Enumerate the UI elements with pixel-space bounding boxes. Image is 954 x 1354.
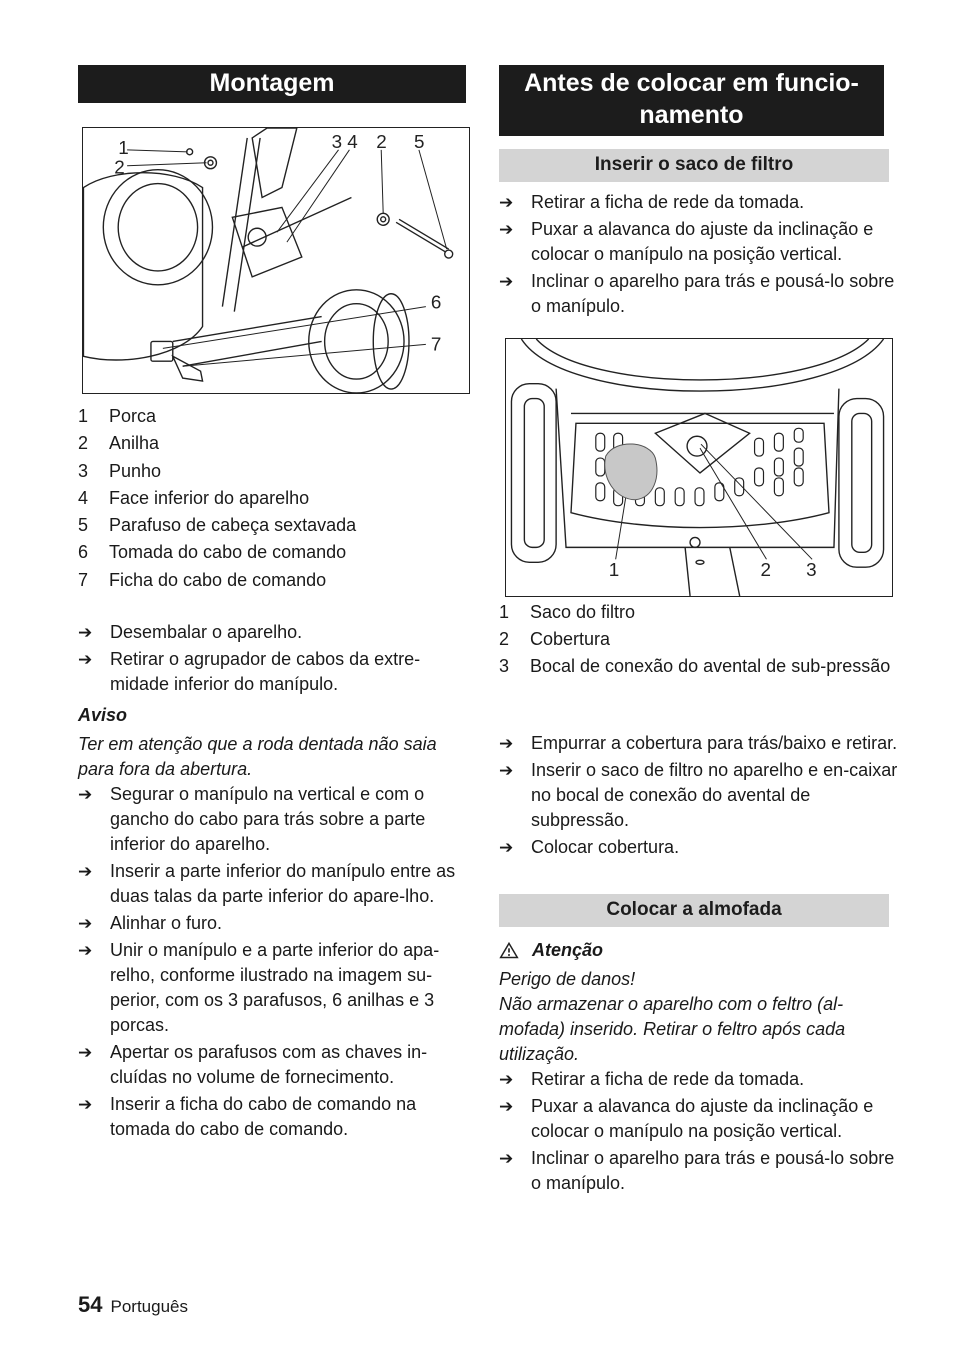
arrow-right-icon: ➔ [499, 193, 514, 212]
step-item: ➔ Puxar a alavanca do ajuste da inclinação e colocar o manípulo na posição vertical. [499, 1094, 899, 1144]
arrow-right-icon: ➔ [499, 220, 514, 239]
arrow-right-icon: ➔ [78, 650, 93, 669]
arrow-right-icon: ➔ [499, 761, 514, 780]
filter-bag-illustration [506, 339, 892, 596]
warning-text-2: Não armazenar o aparelho com o feltro (al-mofada) inserido. Retirar o feltro após cada utilização. [499, 994, 846, 1064]
arrow-right-icon: ➔ [78, 914, 93, 933]
fig2-label-3: 3 [806, 559, 817, 581]
steps-list [499, 1067, 899, 1198]
step-item: ➔ Inserir o saco de filtro no aparelho e en-caixar no bocal de conexão do avental de subpressão. [499, 758, 899, 833]
step-item: ➔ Colocar cobertura. [499, 835, 899, 860]
arrow-right-icon: ➔ [499, 1097, 514, 1116]
step-item: ➔ Inserir a parte inferior do manípulo entre as duas talas da parte inferior do apare-lho. [78, 859, 472, 909]
assembly-legend [78, 403, 468, 594]
fig2-label-2: 2 [760, 559, 772, 581]
legend-item: 1 Porca [78, 406, 157, 426]
arrow-right-icon: ➔ [78, 941, 93, 960]
arrow-right-icon: ➔ [78, 862, 93, 881]
legend-item: 2 Cobertura [499, 629, 611, 650]
section-heading-montagem: Montagem [78, 65, 466, 103]
legend-item: 7 Ficha do cabo de comando [78, 569, 327, 590]
step-item: ➔ Empurrar a cobertura para trás/baixo e retirar. [499, 731, 899, 756]
arrow-right-icon: ➔ [78, 623, 93, 642]
step-item: ➔ Retirar o agrupador de cabos da extre-midade inferior do manípulo. [78, 647, 470, 697]
arrow-right-icon: ➔ [499, 838, 514, 857]
fig-label-7: 7 [430, 333, 442, 355]
legend-item: 2 Anilha [78, 433, 160, 454]
fig-label-1: 1 [118, 136, 129, 158]
warning-title-row: Atenção [499, 938, 603, 963]
arrow-right-icon: ➔ [499, 1149, 514, 1168]
arrow-right-icon: ➔ [78, 785, 93, 804]
fig-label-3-4: 3 4 [331, 130, 358, 152]
fig-label-2a: 2 [114, 156, 125, 178]
step-item: ➔ Inclinar o aparelho para trás e pousá-lo sobre o manípulo. [499, 269, 899, 319]
assembly-figure [82, 127, 470, 394]
section-heading-antes: Antes de colocar em funcio-namento [499, 65, 884, 136]
arrow-right-icon: ➔ [78, 1095, 93, 1114]
legend-item: 3 Bocal de conexão do avental de sub-pressão [499, 655, 891, 676]
fig-label-2b: 2 [376, 130, 387, 152]
arrow-right-icon: ➔ [499, 272, 514, 291]
fig-label-5: 5 [413, 130, 425, 152]
fig-label-6: 6 [430, 291, 442, 313]
page-language: Português [110, 1297, 188, 1316]
step-item: ➔ Unir o manípulo e a parte inferior do apa-relho, conforme ilustrado na imagem su-perior, com os 3 parafusos, 6 anilhas e 3 porcas. [78, 938, 472, 1038]
step-item: ➔ Alinhar o furo. [78, 911, 472, 936]
steps-list [78, 620, 470, 699]
step-item: ➔ Puxar a alavanca do ajuste da inclinação e colocar o manípulo na posição vertical. [499, 217, 899, 267]
step-item: ➔ Desembalar o aparelho. [78, 620, 470, 645]
step-item: ➔ Segurar o manípulo na vertical e com o gancho do cabo para trás sobre a parte inferior do aparelho. [78, 782, 472, 857]
assembly-illustration [83, 128, 469, 393]
subheading-almofada: Colocar a almofada [499, 894, 889, 927]
step-item: ➔ Inclinar o aparelho para trás e pousá-lo sobre o manípulo. [499, 1146, 899, 1196]
steps-list [499, 190, 899, 321]
steps-list [499, 731, 899, 862]
note-text: Ter em atenção que a roda dentada não saia para fora da abertura. [78, 734, 437, 779]
legend-item: 1 Saco do filtro [499, 602, 636, 622]
filter-legend [499, 599, 894, 679]
note-title: Aviso [78, 705, 128, 725]
legend-item: 3 Punho [78, 460, 162, 481]
step-item: ➔ Retirar a ficha de rede da tomada. [499, 190, 899, 215]
step-item: ➔ Apertar os parafusos com as chaves in-cluídas no volume de fornecimento. [78, 1040, 472, 1090]
warning-text-1: Perigo de danos! [499, 969, 636, 989]
page-footer [78, 1292, 188, 1318]
step-item: ➔ Inserir a ficha do cabo de comando na tomada do cabo de comando. [78, 1092, 472, 1142]
subheading-saco-filtro: Inserir o saco de filtro [499, 149, 889, 182]
steps-list [78, 782, 472, 1144]
step-item: ➔ Retirar a ficha de rede da tomada. [499, 1067, 899, 1092]
filter-bag-figure [505, 338, 893, 597]
arrow-right-icon: ➔ [78, 1043, 93, 1062]
fig2-label-1: 1 [608, 559, 620, 581]
arrow-right-icon: ➔ [499, 1070, 514, 1089]
arrow-right-icon: ➔ [499, 734, 514, 753]
warning-triangle-icon [499, 941, 523, 961]
legend-item: 4 Face inferior do aparelho [78, 487, 310, 508]
legend-item: 5 Parafuso de cabeça sextavada [78, 515, 357, 536]
legend-item: 6 Tomada do cabo de comando [78, 542, 347, 563]
page-number: 54 [78, 1292, 103, 1317]
